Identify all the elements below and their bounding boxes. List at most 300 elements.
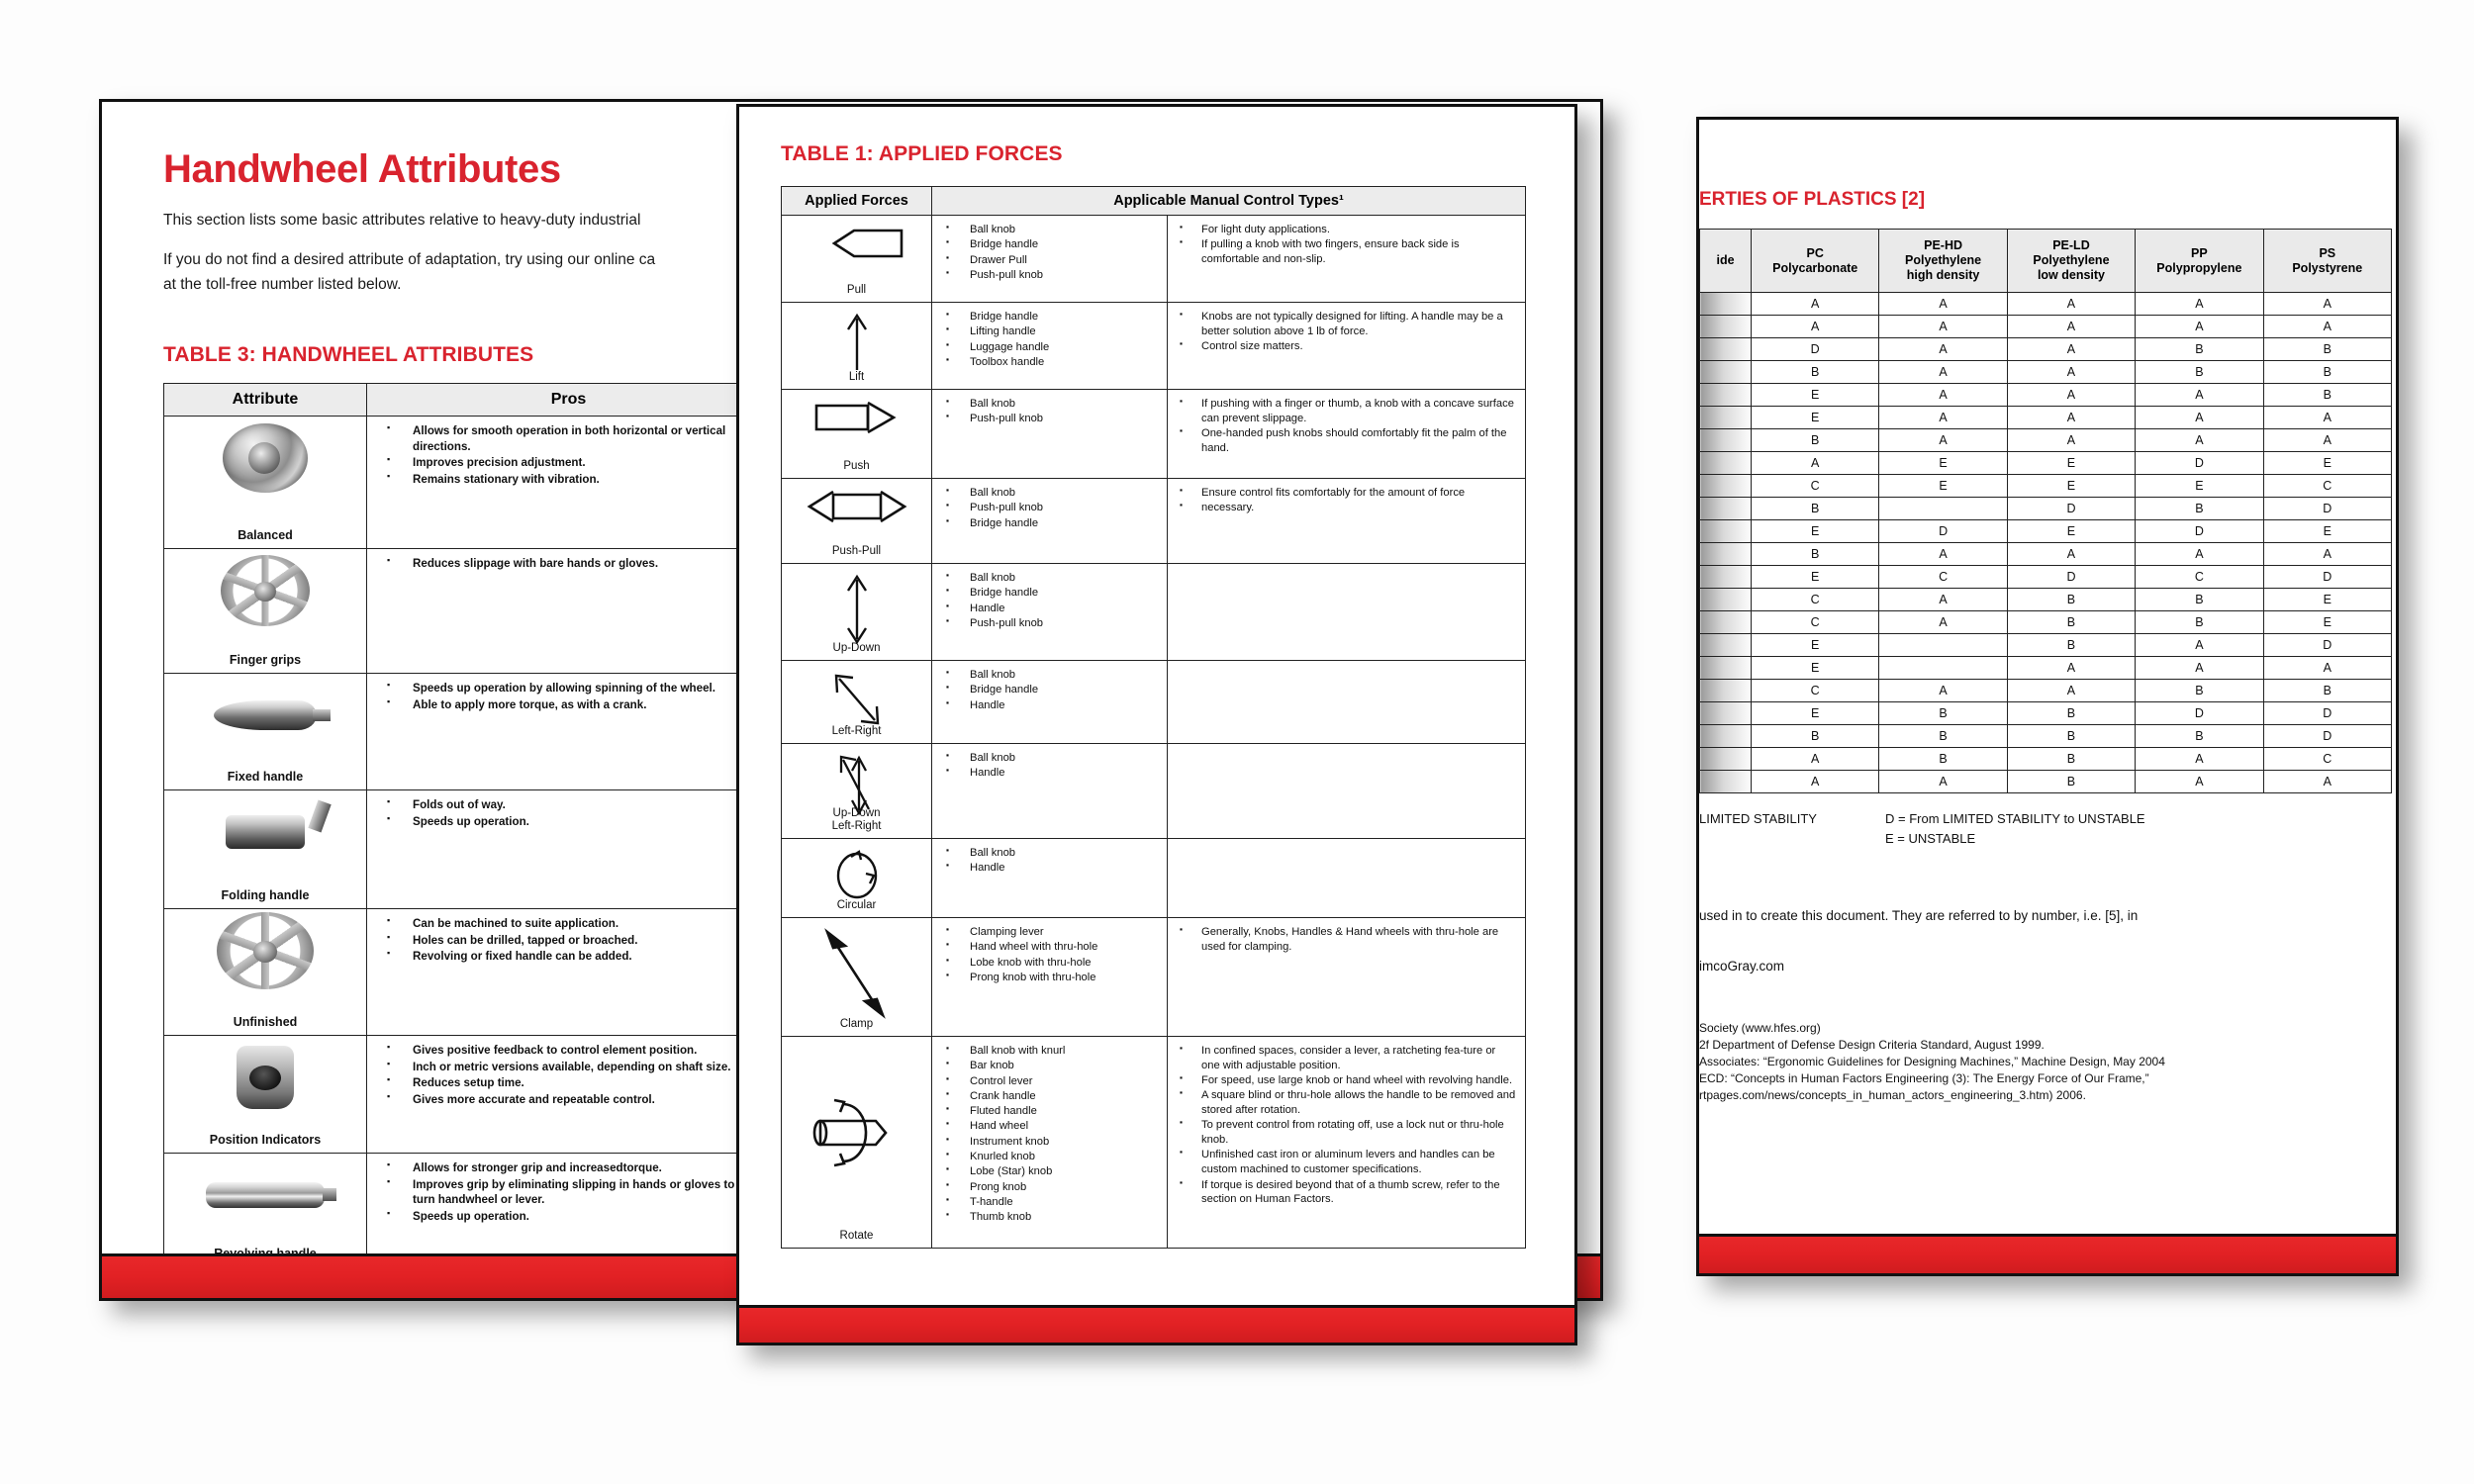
attribute-label: Fixed handle bbox=[227, 770, 304, 785]
list-item: ▪ Control lever bbox=[936, 1074, 1159, 1089]
row-label-cell bbox=[1700, 429, 1752, 452]
rating-cell: A bbox=[2136, 748, 2263, 771]
rating-cell: D bbox=[1752, 338, 1879, 361]
rating-cell: B bbox=[1879, 725, 2007, 748]
list-item: ▪ Lobe knob with thru-hole bbox=[936, 956, 1159, 971]
table-row bbox=[1700, 384, 2392, 407]
control-types-cell bbox=[932, 839, 1168, 918]
rating-cell: A bbox=[2263, 429, 2391, 452]
row-label-cell bbox=[1700, 475, 1752, 498]
list-item: ▪ Allows for smooth operation in both horizontal or vertical directions. bbox=[373, 423, 760, 454]
attribute-label: Unfinished bbox=[233, 1015, 298, 1030]
control-types-cell bbox=[932, 661, 1168, 744]
force-cell bbox=[782, 216, 932, 303]
list-item: 2f Department of Defense Design Criteria Standard, August 1999. bbox=[1699, 1037, 2045, 1052]
force-label: Circular bbox=[836, 898, 877, 911]
rating-cell: A bbox=[2007, 338, 2135, 361]
list-item: ▪ Improves precision adjustment. bbox=[373, 455, 760, 470]
row-label-cell bbox=[1700, 543, 1752, 566]
force-cell bbox=[782, 479, 932, 564]
legend-d: D = From LIMITED STABILITY to UNSTABLE bbox=[1885, 811, 2145, 826]
list-item: ▪ Control size matters. bbox=[1172, 339, 1517, 354]
finger-grips-handwheel-image bbox=[168, 555, 362, 626]
intro-paragraph-1: This section lists some basic attributes relative to heavy-duty industrial bbox=[163, 212, 641, 229]
rating-cell: D bbox=[2136, 520, 2263, 543]
rating-cell: D bbox=[2263, 634, 2391, 657]
rating-cell: E bbox=[2007, 520, 2135, 543]
force-cell bbox=[782, 303, 932, 390]
rotate-shaft-icon bbox=[784, 1088, 929, 1177]
rating-cell: A bbox=[1879, 429, 2007, 452]
row-label-cell bbox=[1700, 520, 1752, 543]
rating-cell: A bbox=[2136, 384, 2263, 407]
list-item: ▪ Able to apply more torque, as with a crank. bbox=[373, 697, 760, 712]
table-row bbox=[1700, 338, 2392, 361]
rating-cell: A bbox=[2136, 316, 2263, 338]
force-cell bbox=[782, 1037, 932, 1249]
rating-cell: B bbox=[1752, 725, 1879, 748]
header-line: Polyethylene bbox=[1905, 253, 1982, 267]
list-item: ▪ A square blind or thru-hole allows the handle to be removed and stored after rotation. bbox=[1172, 1088, 1517, 1118]
rating-cell: B bbox=[1752, 498, 1879, 520]
rating-cell: A bbox=[2007, 293, 2135, 316]
row-label-cell bbox=[1700, 657, 1752, 680]
rating-cell: B bbox=[2263, 680, 2391, 702]
list-item: ▪ Reduces setup time. bbox=[373, 1075, 760, 1090]
rating-cell: E bbox=[1752, 634, 1879, 657]
rating-cell: B bbox=[2007, 589, 2135, 611]
table-row bbox=[1700, 361, 2392, 384]
list-item: ▪ Inch or metric versions available, depending on shaft size. bbox=[373, 1060, 760, 1074]
rating-cell: A bbox=[1879, 680, 2007, 702]
rating-cell: D bbox=[2263, 702, 2391, 725]
rating-cell: E bbox=[1752, 407, 1879, 429]
rating-cell: A bbox=[1752, 748, 1879, 771]
control-types-cell bbox=[932, 918, 1168, 1037]
notes-cell bbox=[1168, 661, 1526, 744]
row-label-cell bbox=[1700, 316, 1752, 338]
list-item: ▪ Remains stationary with vibration. bbox=[373, 472, 760, 487]
list-item: ▪ Crank handle bbox=[936, 1089, 1159, 1104]
rating-cell: A bbox=[2263, 657, 2391, 680]
rating-cell: A bbox=[1879, 589, 2007, 611]
rating-cell: A bbox=[1879, 407, 2007, 429]
arrow-push-pull-icon bbox=[784, 487, 929, 526]
pros-cell bbox=[367, 1036, 771, 1154]
column-header-pros: Pros bbox=[367, 384, 771, 417]
table-row bbox=[1700, 634, 2392, 657]
attribute-label: Position Indicators bbox=[209, 1133, 322, 1148]
list-item: ▪ Improves grip by eliminating slipping in hands or gloves to turn handwheel or lever. bbox=[373, 1177, 760, 1208]
list-item: ▪ If pushing with a finger or thumb, a knob with a concave surface can prevent slippage. bbox=[1172, 397, 1517, 426]
attribute-label: Folding handle bbox=[221, 888, 310, 903]
revolving-handle-image bbox=[168, 1159, 362, 1231]
force-label: Clamp bbox=[839, 1017, 874, 1030]
rating-cell: B bbox=[2007, 725, 2135, 748]
list-item: ▪ Push-pull knob bbox=[936, 412, 1159, 426]
rating-cell: D bbox=[2136, 702, 2263, 725]
table-row bbox=[1700, 316, 2392, 338]
table-row bbox=[782, 1037, 1526, 1249]
plastics-properties-table bbox=[1699, 229, 2392, 793]
rating-cell: C bbox=[1879, 566, 2007, 589]
rating-cell: A bbox=[2007, 316, 2135, 338]
table-row bbox=[782, 479, 1526, 564]
rating-cell: B bbox=[1879, 748, 2007, 771]
force-label: Pull bbox=[846, 283, 867, 296]
attribute-cell bbox=[164, 674, 367, 790]
row-label-cell bbox=[1700, 702, 1752, 725]
column-header-attribute: Attribute bbox=[164, 384, 367, 417]
reference-website: imcoGray.com bbox=[1699, 958, 1785, 974]
balanced-handwheel-image bbox=[168, 422, 362, 494]
legend-e: E = UNSTABLE bbox=[1885, 831, 1976, 847]
list-item: ▪ Knobs are not typically designed for lifting. A handle may be a better solution above 1 lb of force. bbox=[1172, 310, 1517, 339]
rating-cell: B bbox=[2136, 589, 2263, 611]
rating-cell: E bbox=[1752, 566, 1879, 589]
list-item: ▪ Push-pull knob bbox=[936, 268, 1159, 283]
legend-left-text: LIMITED STABILITY bbox=[1699, 811, 1817, 826]
pros-cell bbox=[367, 674, 771, 790]
list-item: ▪ To prevent control from rotating off, use a lock nut or thru-hole knob. bbox=[1172, 1118, 1517, 1148]
list-item: ▪ Ball knob bbox=[936, 668, 1159, 683]
list-item: ▪ necessary. bbox=[1172, 501, 1517, 515]
column-header-ps bbox=[2263, 230, 2391, 293]
control-types-cell bbox=[932, 1037, 1168, 1249]
rating-cell: B bbox=[2263, 384, 2391, 407]
pros-cell bbox=[367, 417, 771, 549]
list-item: ▪ Bridge handle bbox=[936, 683, 1159, 697]
control-types-cell bbox=[932, 744, 1168, 839]
list-item: ▪ Handle bbox=[936, 766, 1159, 781]
rating-cell: D bbox=[2263, 725, 2391, 748]
table-row bbox=[1700, 680, 2392, 702]
intro-paragraph-3: at the toll-free number listed below. bbox=[163, 275, 402, 293]
attribute-cell bbox=[164, 790, 367, 909]
row-label-cell bbox=[1700, 452, 1752, 475]
rating-cell: A bbox=[1879, 384, 2007, 407]
list-item: ▪ Hand wheel with thru-hole bbox=[936, 940, 1159, 955]
pros-cell bbox=[367, 790, 771, 909]
rating-cell: B bbox=[2263, 338, 2391, 361]
rating-cell: D bbox=[2007, 498, 2135, 520]
header-line: ide bbox=[1716, 253, 1735, 267]
center-page-body bbox=[739, 107, 1574, 1249]
rating-cell: B bbox=[2136, 498, 2263, 520]
rating-cell: E bbox=[1752, 520, 1879, 543]
rating-cell: E bbox=[2263, 589, 2391, 611]
table-row bbox=[782, 390, 1526, 479]
row-label-cell bbox=[1700, 771, 1752, 793]
header-line: low density bbox=[2037, 268, 2106, 282]
rating-cell: A bbox=[1879, 611, 2007, 634]
row-label-cell bbox=[1700, 566, 1752, 589]
rating-cell: C bbox=[1752, 589, 1879, 611]
list-item: ▪ Ball knob bbox=[936, 751, 1159, 766]
column-header-ide bbox=[1700, 230, 1752, 293]
list-item: ▪ Bridge handle bbox=[936, 237, 1159, 252]
rating-cell: C bbox=[1752, 475, 1879, 498]
center-page-footer-bar bbox=[739, 1305, 1574, 1343]
right-page-footer-bar bbox=[1699, 1234, 2396, 1273]
header-line: PS bbox=[2319, 245, 2336, 260]
rating-cell: B bbox=[2136, 725, 2263, 748]
rating-cell: B bbox=[2007, 634, 2135, 657]
rating-cell: C bbox=[2263, 475, 2391, 498]
table-row bbox=[1700, 657, 2392, 680]
rating-cell: E bbox=[2007, 452, 2135, 475]
list-item: ▪ Bridge handle bbox=[936, 310, 1159, 325]
list-item: Associates: “Ergonomic Guidelines for Designing Machines,” Machine Design, May 2004 bbox=[1699, 1054, 2165, 1068]
list-item: ▪ If torque is desired beyond that of a thumb screw, refer to the section on Human Factors. bbox=[1172, 1178, 1517, 1208]
list-item: ▪ Prong knob bbox=[936, 1180, 1159, 1195]
list-item: ▪ Gives more accurate and repeatable control. bbox=[373, 1092, 760, 1107]
rating-cell: D bbox=[2263, 566, 2391, 589]
list-item: ▪ Thumb knob bbox=[936, 1210, 1159, 1225]
list-item: ▪ Revolving or fixed handle can be added. bbox=[373, 949, 760, 964]
list-item: ▪ Reduces slippage with bare hands or gloves. bbox=[373, 556, 760, 571]
rating-cell: B bbox=[2007, 771, 2135, 793]
list-item: ▪ Handle bbox=[936, 698, 1159, 713]
rating-cell: C bbox=[1752, 611, 1879, 634]
force-label: Up-Down bbox=[832, 641, 881, 654]
pros-cell bbox=[367, 909, 771, 1036]
row-label-cell bbox=[1700, 634, 1752, 657]
attribute-cell bbox=[164, 549, 367, 674]
rating-cell: E bbox=[1752, 384, 1879, 407]
list-item: ECD: “Concepts in Human Factors Engineering (3): The Energy Force of Our Frame,” bbox=[1699, 1070, 2149, 1085]
rating-cell: A bbox=[2263, 316, 2391, 338]
list-item: ▪ Ball knob bbox=[936, 397, 1159, 412]
force-cell bbox=[782, 839, 932, 918]
rating-cell: B bbox=[2263, 361, 2391, 384]
rating-cell: D bbox=[2263, 498, 2391, 520]
row-label-cell bbox=[1700, 384, 1752, 407]
rating-cell: B bbox=[1752, 429, 1879, 452]
list-item: ▪ If pulling a knob with two fingers, ensure back side is comfortable and non-slip. bbox=[1172, 237, 1517, 267]
rating-cell: A bbox=[2263, 293, 2391, 316]
rating-cell: E bbox=[1879, 452, 2007, 475]
list-item: ▪ Fluted handle bbox=[936, 1104, 1159, 1119]
rating-cell: A bbox=[1879, 293, 2007, 316]
right-document-page[interactable] bbox=[1696, 117, 2399, 1276]
list-item: ▪ Hand wheel bbox=[936, 1119, 1159, 1134]
list-item: ▪ Ball knob with knurl bbox=[936, 1044, 1159, 1059]
rating-cell: A bbox=[1879, 361, 2007, 384]
legend bbox=[1699, 809, 2396, 849]
list-item: ▪ Can be machined to suite application. bbox=[373, 916, 760, 931]
table-row bbox=[1700, 293, 2392, 316]
table-row bbox=[1700, 407, 2392, 429]
list-item: ▪ Handle bbox=[936, 861, 1159, 876]
rating-cell: A bbox=[1879, 771, 2007, 793]
list-item: ▪ Toolbox handle bbox=[936, 355, 1159, 370]
table3-heading: TABLE 3: HANDWHEEL ATTRIBUTES bbox=[163, 343, 534, 367]
force-cell bbox=[782, 390, 932, 479]
table-row bbox=[782, 216, 1526, 303]
force-label: Push bbox=[843, 459, 870, 472]
list-item: ▪ Speeds up operation by allowing spinning of the wheel. bbox=[373, 681, 760, 696]
rating-cell: D bbox=[2007, 566, 2135, 589]
list-item: ▪ Folds out of way. bbox=[373, 797, 760, 812]
notes-cell bbox=[1168, 744, 1526, 839]
rating-cell: B bbox=[2007, 611, 2135, 634]
column-header-control-types: Applicable Manual Control Types¹ bbox=[932, 187, 1526, 216]
rating-cell: A bbox=[2136, 771, 2263, 793]
row-label-cell bbox=[1700, 361, 1752, 384]
notes-cell bbox=[1168, 479, 1526, 564]
rating-cell: B bbox=[1879, 702, 2007, 725]
list-item: rtpages.com/news/concepts_in_human_actors_engineering_3.htm) 2006. bbox=[1699, 1087, 2086, 1102]
control-types-cell bbox=[932, 390, 1168, 479]
rating-cell: B bbox=[2136, 680, 2263, 702]
rating-cell: A bbox=[2007, 543, 2135, 566]
unfinished-handwheel-image bbox=[168, 915, 362, 986]
table-row bbox=[1700, 475, 2392, 498]
plastics-table-body bbox=[1700, 293, 2392, 793]
plastics-table-heading: ERTIES OF PLASTICS [2] bbox=[1699, 189, 1926, 210]
rating-cell: E bbox=[2007, 475, 2135, 498]
rating-cell: E bbox=[1752, 657, 1879, 680]
rating-cell: A bbox=[2263, 771, 2391, 793]
rating-cell: A bbox=[2007, 384, 2135, 407]
table-row bbox=[782, 744, 1526, 839]
force-cell bbox=[782, 918, 932, 1037]
rating-cell: A bbox=[2263, 543, 2391, 566]
list-item: ▪ Instrument knob bbox=[936, 1135, 1159, 1150]
rating-cell: D bbox=[2136, 452, 2263, 475]
column-header-pc bbox=[1752, 230, 1879, 293]
column-header-pehd bbox=[1879, 230, 2007, 293]
list-item: ▪ Ball knob bbox=[936, 223, 1159, 237]
rating-cell: A bbox=[2136, 543, 2263, 566]
list-item: Society (www.hfes.org) bbox=[1699, 1020, 1821, 1035]
rating-cell: A bbox=[2136, 634, 2263, 657]
force-cell bbox=[782, 661, 932, 744]
table-row bbox=[1700, 702, 2392, 725]
header-line: high density bbox=[1906, 268, 1980, 282]
column-header-pp bbox=[2136, 230, 2263, 293]
list-item: ▪ For light duty applications. bbox=[1172, 223, 1517, 237]
force-label: Rotate bbox=[839, 1229, 874, 1242]
rating-cell: A bbox=[2136, 657, 2263, 680]
table-row bbox=[782, 303, 1526, 390]
notes-cell bbox=[1168, 839, 1526, 918]
force-cell bbox=[782, 564, 932, 661]
table-row bbox=[1700, 748, 2392, 771]
rating-cell: C bbox=[2136, 566, 2263, 589]
force-label: Lift bbox=[848, 370, 865, 383]
notes-cell bbox=[1168, 1037, 1526, 1249]
reference-list bbox=[1699, 1020, 2396, 1104]
list-item: ▪ Push-pull knob bbox=[936, 616, 1159, 631]
list-item: ▪ Holes can be drilled, tapped or broached. bbox=[373, 933, 760, 948]
arrow-pull-icon bbox=[784, 224, 929, 263]
list-item: ▪ Prong knob with thru-hole bbox=[936, 971, 1159, 985]
list-item: ▪ Push-pull knob bbox=[936, 501, 1159, 515]
list-item: ▪ Clamping lever bbox=[936, 925, 1159, 940]
list-item: ▪ Handle bbox=[936, 602, 1159, 616]
row-label-cell bbox=[1700, 407, 1752, 429]
rating-cell: A bbox=[2007, 429, 2135, 452]
pros-cell bbox=[367, 1154, 771, 1267]
rating-cell: C bbox=[1752, 680, 1879, 702]
header-line: Polypropylene bbox=[2156, 260, 2242, 275]
rating-cell: E bbox=[2263, 452, 2391, 475]
center-document-page[interactable] bbox=[736, 104, 1577, 1345]
control-types-cell bbox=[932, 479, 1168, 564]
list-item: ▪ One-handed push knobs should comfortably fit the palm of the hand. bbox=[1172, 426, 1517, 456]
table-row bbox=[782, 918, 1526, 1037]
row-label-cell bbox=[1700, 748, 1752, 771]
column-header-applied-forces: Applied Forces bbox=[782, 187, 932, 216]
rating-cell: C bbox=[2263, 748, 2391, 771]
rating-cell: E bbox=[1752, 702, 1879, 725]
arrow-lift-icon bbox=[784, 311, 929, 372]
control-types-cell bbox=[932, 216, 1168, 303]
rating-cell: A bbox=[1752, 771, 1879, 793]
table-row bbox=[1700, 771, 2392, 793]
row-label-cell bbox=[1700, 589, 1752, 611]
list-item: ▪ T-handle bbox=[936, 1195, 1159, 1210]
right-page-body bbox=[1699, 120, 2396, 1104]
table-row bbox=[1700, 452, 2392, 475]
folding-handle-image bbox=[168, 796, 362, 868]
force-label: Left-Right bbox=[831, 724, 882, 737]
header-line: PE-HD bbox=[1924, 238, 1963, 252]
notes-cell bbox=[1168, 216, 1526, 303]
list-item: ▪ Gives positive feedback to control element position. bbox=[373, 1043, 760, 1058]
table-row bbox=[1700, 429, 2392, 452]
row-label-cell bbox=[1700, 611, 1752, 634]
header-line: Polyethylene bbox=[2033, 253, 2110, 267]
rating-cell: B bbox=[1752, 543, 1879, 566]
rating-cell: A bbox=[1879, 316, 2007, 338]
header-line: PP bbox=[2191, 245, 2208, 260]
rating-cell: E bbox=[2136, 475, 2263, 498]
list-item: ▪ Speeds up operation. bbox=[373, 814, 760, 829]
arrow-up-down-icon bbox=[784, 572, 929, 647]
rating-cell bbox=[1879, 634, 2007, 657]
table-row bbox=[1700, 611, 2392, 634]
rating-cell: A bbox=[2263, 407, 2391, 429]
list-item: ▪ In confined spaces, consider a lever, a ratcheting fea-ture or one with adjustable position. bbox=[1172, 1044, 1517, 1073]
rating-cell: A bbox=[2007, 657, 2135, 680]
rating-cell: A bbox=[1752, 316, 1879, 338]
rating-cell: B bbox=[2136, 338, 2263, 361]
row-label-cell bbox=[1700, 498, 1752, 520]
list-item: ▪ Bridge handle bbox=[936, 586, 1159, 601]
rating-cell: A bbox=[1752, 293, 1879, 316]
row-label-cell bbox=[1700, 293, 1752, 316]
row-label-cell bbox=[1700, 338, 1752, 361]
pros-cell bbox=[367, 549, 771, 674]
list-item: ▪ Ball knob bbox=[936, 486, 1159, 501]
force-label: Up-Down Left-Right bbox=[831, 806, 882, 832]
rating-cell: B bbox=[2136, 611, 2263, 634]
rotate-notes-list bbox=[1168, 1037, 1525, 1216]
list-item: ▪ Bridge handle bbox=[936, 516, 1159, 531]
clamp-double-arrow-icon bbox=[784, 926, 929, 1021]
header-line: PC bbox=[1806, 245, 1824, 260]
intro-paragraph-2: If you do not find a desired attribute of adaptation, try using our online ca bbox=[163, 251, 656, 269]
header-line: Polystyrene bbox=[2292, 260, 2363, 275]
notes-cell bbox=[1168, 390, 1526, 479]
notes-cell bbox=[1168, 918, 1526, 1037]
rotate-types-list bbox=[932, 1037, 1167, 1233]
rating-cell: B bbox=[2007, 702, 2135, 725]
notes-cell bbox=[1168, 303, 1526, 390]
